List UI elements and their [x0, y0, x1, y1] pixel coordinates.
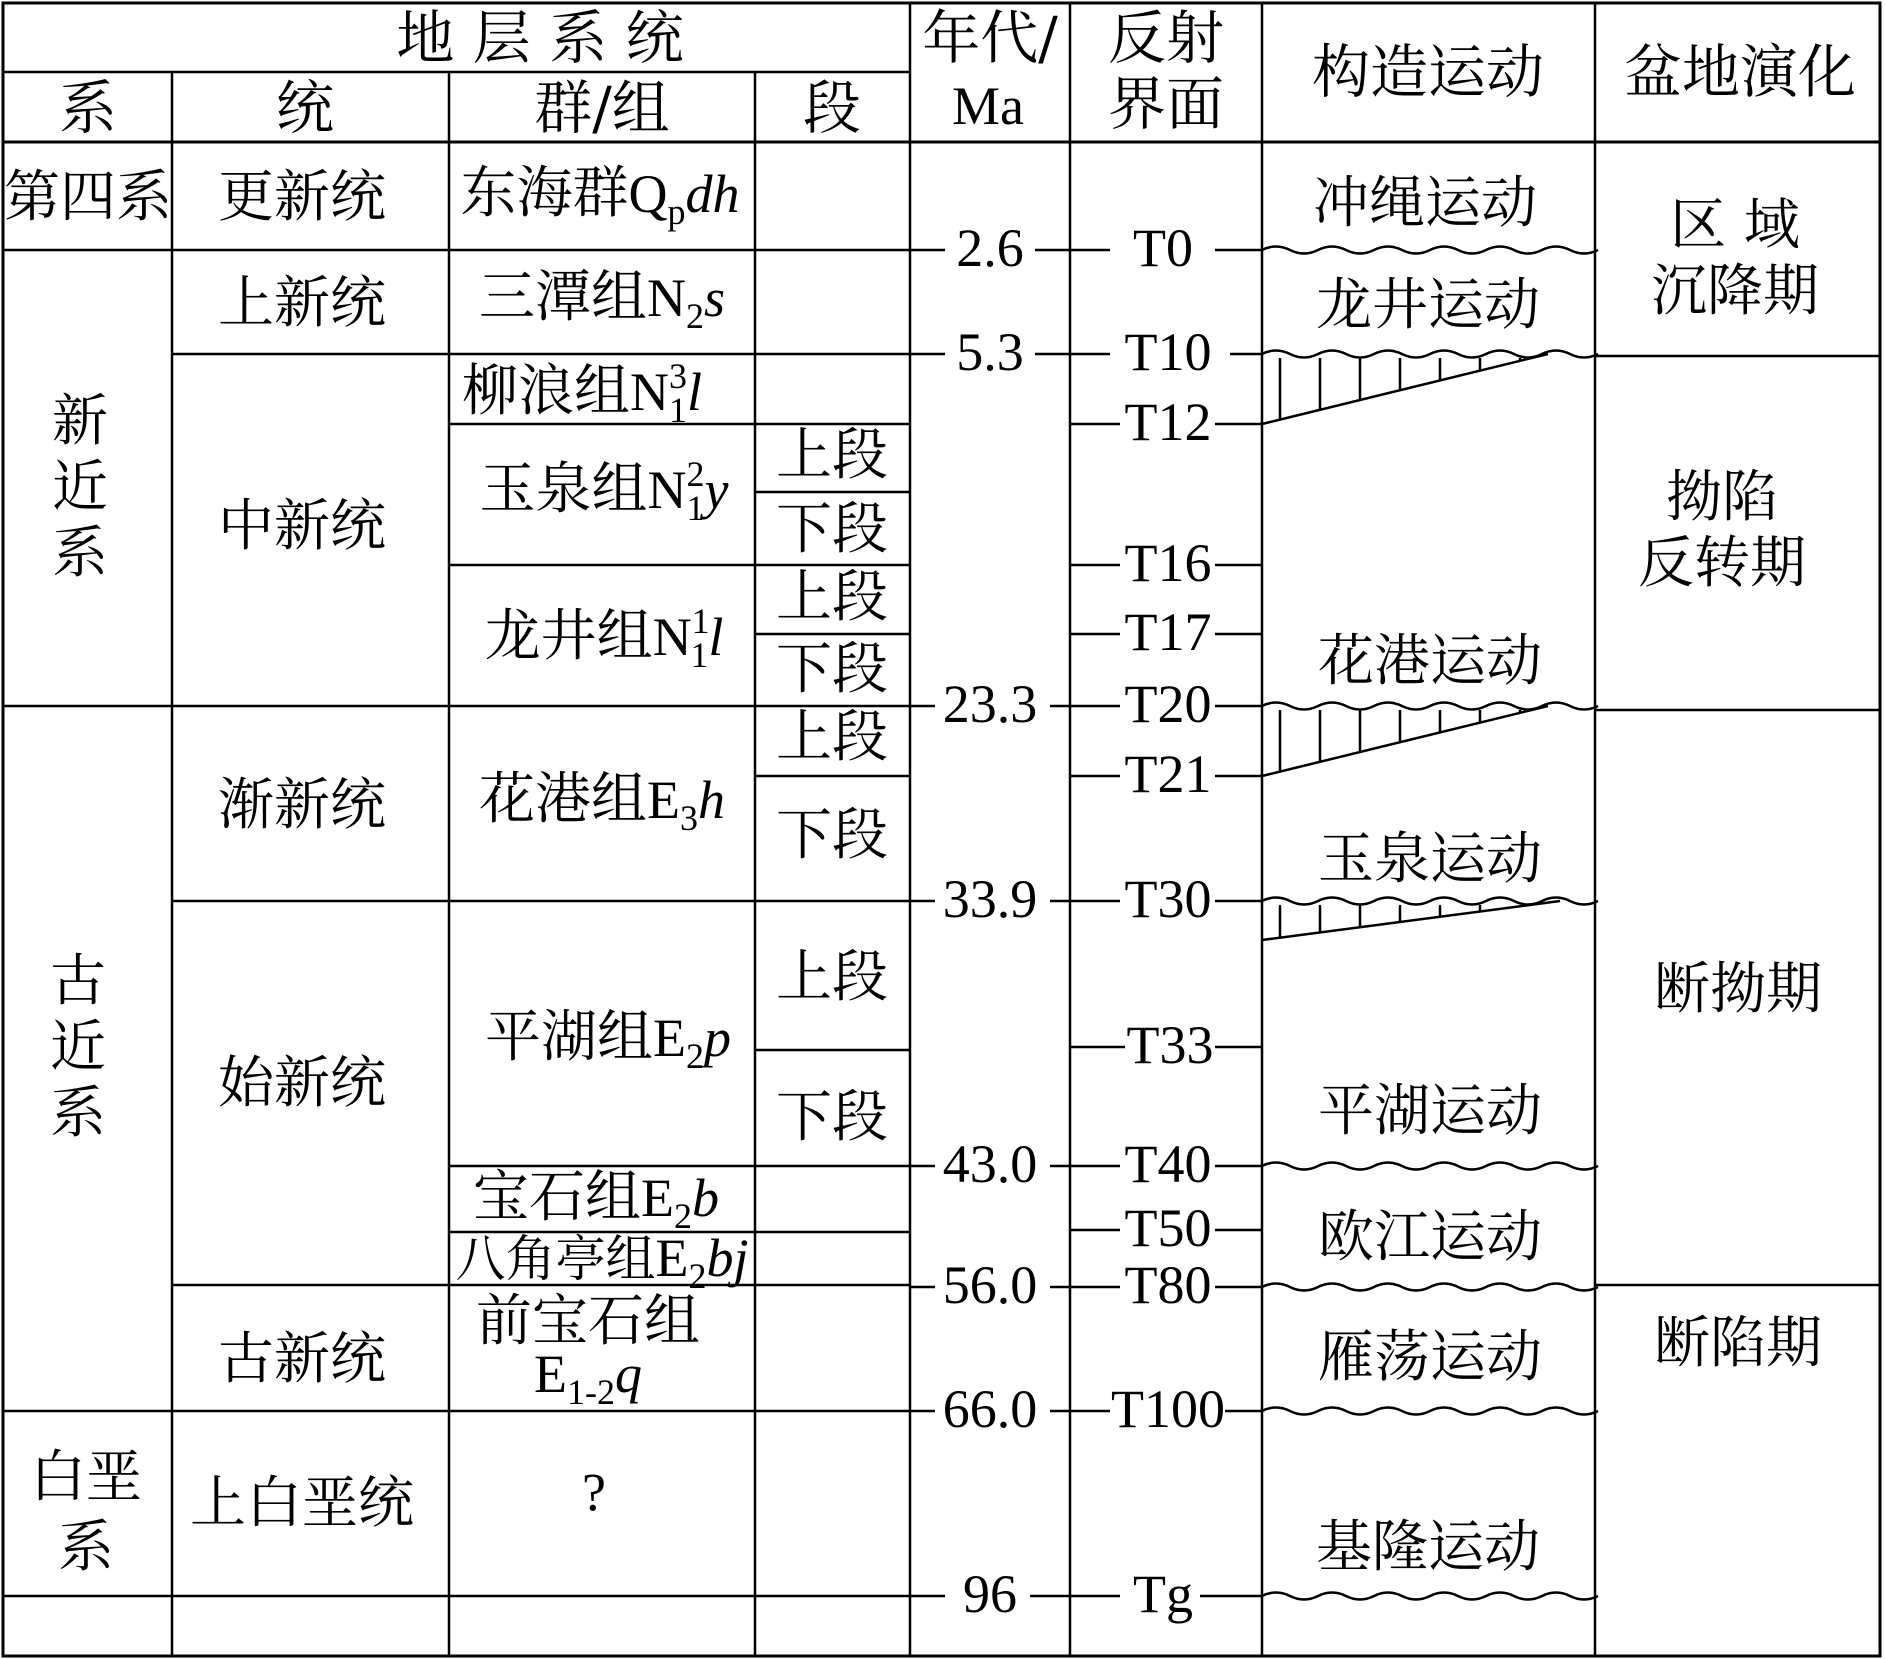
header-series: 统 — [275, 74, 335, 142]
series-paleocene: 古新统 — [218, 1327, 386, 1392]
wedge-T30-diagonal — [1262, 901, 1560, 940]
formation-bajiaoting: 八角亭组$E_2bj$ — [455, 1228, 749, 1296]
system-column — [4, 165, 172, 1580]
age-56-0: 56.0 — [942, 1255, 1038, 1315]
reflector-T80: T80 — [1124, 1255, 1212, 1315]
system-cretaceous-2: 系 — [58, 1515, 114, 1580]
member-longjing-lower: 下段 — [776, 637, 888, 702]
tectonic-pinghu: 平湖运动 — [1318, 1079, 1542, 1144]
tectonic-oujiang: 欧江运动 — [1318, 1205, 1542, 1270]
system-neogene-2: 近 — [52, 455, 108, 520]
reflector-T40: T40 — [1124, 1134, 1212, 1194]
age-2-6: 2.6 — [956, 218, 1024, 278]
formation-qianbaoshi-code: $E_{1-2}q$ — [534, 1344, 642, 1412]
reflector-T12: T12 — [1124, 392, 1212, 452]
header-system: 系 — [58, 74, 118, 142]
system-neogene-3: 系 — [52, 521, 108, 586]
series-pleistocene: 更新统 — [218, 165, 386, 230]
member-longjing-upper: 上段 — [776, 565, 888, 630]
system-paleogene-2: 近 — [50, 1015, 106, 1080]
tectonic-jilong: 基隆运动 — [1316, 1515, 1540, 1580]
header-reflector-line2: 界面 — [1107, 70, 1225, 138]
member-huagang-lower: 下段 — [776, 803, 888, 868]
wave-Tg — [1262, 1593, 1598, 1600]
formation-donghai: 东海群$Q_pdh$ — [460, 161, 740, 232]
wedge-T10-diagonal — [1262, 354, 1548, 424]
member-yuquan-lower: 下段 — [776, 497, 888, 562]
reflector-Tg: Tg — [1133, 1564, 1193, 1624]
formation-yuquan: 玉泉组$N^2$ 1y — [479, 454, 729, 528]
member-column — [776, 423, 888, 1150]
reflector-T20: T20 — [1124, 674, 1212, 734]
age-33-9: 33.9 — [942, 869, 1038, 929]
formation-unknown: ? — [582, 1462, 606, 1522]
age-column — [943, 218, 1038, 1624]
member-huagang-upper: 上段 — [776, 705, 888, 770]
age-43-0: 43.0 — [942, 1134, 1038, 1194]
formation-column — [455, 161, 748, 1522]
age-96: 96 — [963, 1564, 1017, 1624]
tectonic-longjing: 龙井运动 — [1316, 273, 1540, 338]
basin-rift: 断陷期 — [1654, 1311, 1822, 1376]
reflector-T0: T0 — [1133, 218, 1193, 278]
basin-regional-subsidence-2: 沉降期 — [1651, 259, 1819, 324]
reflector-column — [1111, 218, 1225, 1624]
formation-santan: 三潭组$N_2s$ — [478, 265, 726, 336]
system-paleogene-1: 古 — [50, 949, 106, 1014]
reflector-T30: T30 — [1124, 869, 1212, 929]
header-group-formation: 群/组 — [534, 74, 670, 142]
reflector-T10: T10 — [1124, 322, 1212, 382]
reflector-T50: T50 — [1124, 1198, 1212, 1258]
series-oligocene: 渐新统 — [218, 773, 386, 838]
basin-regional-subsidence-1: 区 域 — [1670, 193, 1800, 258]
age-66-0: 66.0 — [942, 1379, 1038, 1439]
wedge-T20-diagonal — [1262, 706, 1548, 776]
formation-baoshi: 宝石组$E_2b$ — [473, 1165, 719, 1236]
wave-T100 — [1262, 1408, 1598, 1415]
age-5-3: 5.3 — [956, 322, 1024, 382]
system-paleogene-3: 系 — [50, 1081, 106, 1146]
header-age-line1: 年代/ — [922, 4, 1058, 72]
tectonic-huagang: 花港运动 — [1318, 629, 1542, 694]
formation-huagang: 花港组$E_3h$ — [479, 767, 725, 838]
reflector-T21: T21 — [1124, 744, 1212, 804]
reflector-T16: T16 — [1124, 533, 1212, 593]
series-miocene: 中新统 — [218, 494, 386, 559]
basin-column — [1638, 193, 1822, 1376]
wave-T40 — [1262, 1163, 1598, 1170]
basin-fault-depression: 断拗期 — [1654, 957, 1822, 1022]
header-basin: 盆地演化 — [1623, 38, 1857, 106]
header-age-line2: Ma — [952, 76, 1024, 136]
header-member: 段 — [802, 74, 862, 142]
tectonic-yandang: 雁荡运动 — [1318, 1325, 1542, 1390]
formation-longjing: 龙井组$N^1$ 1l — [484, 601, 724, 675]
basin-depression-inversion-2: 反转期 — [1638, 531, 1806, 596]
tectonic-yuquan: 玉泉运动 — [1318, 827, 1542, 892]
header-tectonic: 构造运动 — [1311, 38, 1545, 106]
reflector-T100: T100 — [1111, 1379, 1225, 1439]
system-neogene-1: 新 — [52, 389, 108, 454]
tectonic-okinawa: 冲绳运动 — [1313, 171, 1537, 236]
reflector-T33: T33 — [1126, 1015, 1214, 1075]
wave-T80 — [1262, 1284, 1598, 1291]
series-eocene: 始新统 — [218, 1051, 386, 1116]
series-column — [190, 165, 414, 1536]
formation-liulang: 柳浪组$N^3$ 1l — [461, 356, 703, 430]
header-reflector-line1: 反射 — [1107, 4, 1225, 72]
wave-T0 — [1262, 247, 1598, 254]
basin-depression-inversion-1: 拗陷 — [1666, 465, 1778, 530]
system-quaternary: 第四系 — [4, 165, 172, 230]
formation-pinghu: 平湖组$E_2p$ — [485, 1005, 731, 1076]
age-23-3: 23.3 — [942, 674, 1038, 734]
header-stratigraphy: 地 层 系 统 — [396, 4, 684, 72]
member-pinghu-upper: 上段 — [776, 945, 888, 1010]
member-pinghu-lower: 下段 — [776, 1085, 888, 1150]
unconformity-marks — [1262, 247, 1598, 1600]
system-cretaceous-1: 白垩 — [30, 1445, 142, 1510]
series-upper-cretaceous: 上白垩统 — [190, 1471, 414, 1536]
series-pliocene: 上新统 — [218, 271, 386, 336]
member-yuquan-upper: 上段 — [776, 423, 888, 488]
formation-qianbaoshi-name: 前宝石组 — [476, 1289, 700, 1354]
reflector-T17: T17 — [1124, 602, 1212, 662]
